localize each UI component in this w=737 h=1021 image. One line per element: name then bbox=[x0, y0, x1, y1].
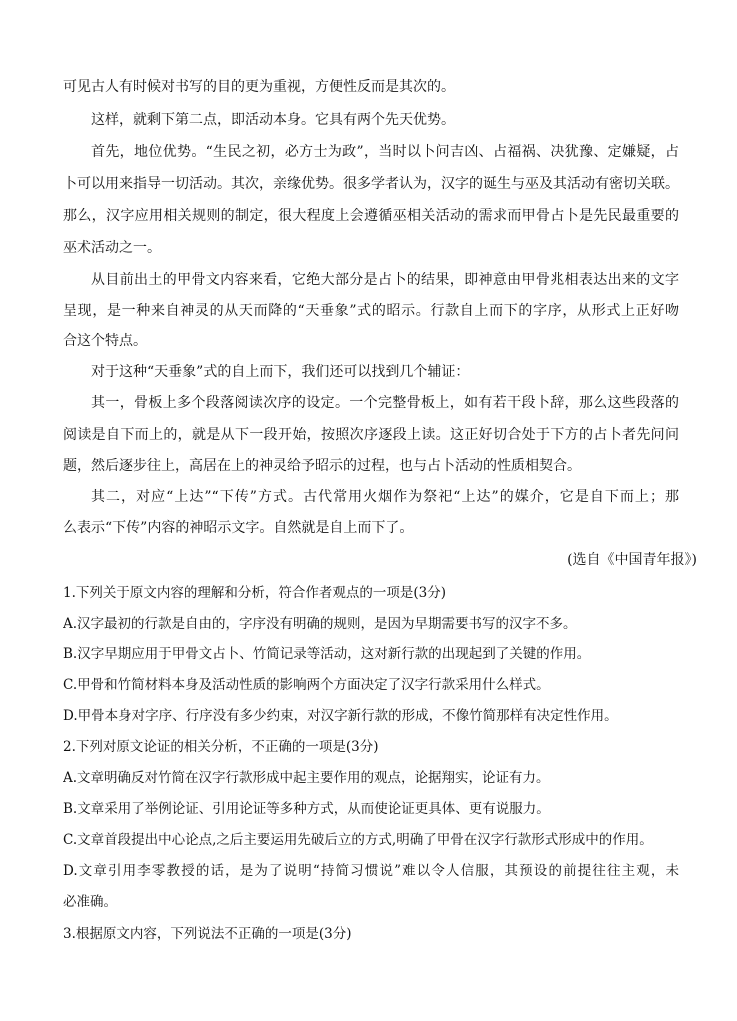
paragraph-line: 这样，就剩下第二点，即活动本身。它具有两个先天优势。 bbox=[91, 112, 455, 128]
paragraph-line: 从目前出土的甲骨文内容来看，它绝大部分是占卜的结果，即神意由甲骨兆相表达出来的文字 bbox=[91, 272, 679, 288]
paragraph-line: 其二，对应“上达”“下传”方式。古代常用火烟作为祭祀“上达”的媒介，它是自下而上；那 bbox=[91, 489, 679, 505]
question-option: A.汉字最初的行款是自由的，字序没有明确的规则，是因为早期需要书写的汉字不多。 bbox=[63, 616, 577, 632]
question-option: C.甲骨和竹简材料本身及活动性质的影响两个方面决定了汉字行款采用什么样式。 bbox=[63, 677, 550, 693]
paragraph-line: 呈现，是一种来自神灵的从天而降的“天垂象”式的昭示。行款自上而下的字序，从形式上正好吻 bbox=[63, 303, 679, 319]
question-option: C.文章首段提出中心论点,之后主要运用先破后立的方式,明确了甲骨在汉字行款形式形成中的作用。 bbox=[63, 832, 653, 848]
question-stem: 1.下列关于原文内容的理解和分析，符合作者观点的一项是(3分) bbox=[63, 585, 447, 601]
question-stem: 2.下列对原文论证的相关分析，不正确的一项是(3分) bbox=[63, 739, 379, 755]
paragraph-line: 可见古人有时候对书写的目的更为重视，方便性反而是其次的。 bbox=[63, 79, 455, 95]
question-option: D.甲骨本身对字序、行序没有多少约束，对汉字新行款的形成，不像竹简那样有决定性作用。 bbox=[63, 708, 618, 724]
question-option: B.汉字早期应用于甲骨文占卜、竹简记录等活动，这对新行款的出现起到了关键的作用。 bbox=[63, 646, 591, 662]
paragraph-line: 阅读是自下而上的，就是从下一段开始，按照次序逐段上读。这正好切合处于下方的占卜者先问问 bbox=[63, 427, 679, 443]
question-option: 必准确。 bbox=[63, 894, 117, 910]
paragraph-line: 首先，地位优势。“生民之初，必方士为政”，当时以卜问吉凶、占福祸、决犹豫、定嫌疑，占 bbox=[91, 144, 679, 160]
paragraph-line: 卜可以用来指导一切活动。其次，亲缘优势。很多学者认为，汉字的诞生与巫及其活动有密切关联。 bbox=[63, 176, 679, 192]
paragraph-line: 其一，骨板上多个段落阅读次序的设定。一个完整骨板上，如有若干段卜辞，那么这些段落的 bbox=[91, 395, 679, 411]
paragraph-line: 合这个特点。 bbox=[63, 333, 147, 349]
paragraph-line: 题，然后逐步往上，高居在上的神灵给予昭示的过程，也与占卜活动的性质相契合。 bbox=[63, 458, 581, 474]
question-option: A.文章明确反对竹简在汉字行款形成中起主要作用的观点，论据翔实，论证有力。 bbox=[63, 770, 550, 786]
paragraph-line: 对于这种“天垂象”式的自上而下，我们还可以找到几个辅证： bbox=[91, 364, 470, 380]
question-option: B.文章采用了举例论证、引用论证等多种方式，从而使论证更具体、更有说服力。 bbox=[63, 801, 550, 817]
question-option: D.文章引用李零教授的话，是为了说明“持简习惯说”难以令人信服，其预设的前提往往主观，未 bbox=[63, 863, 679, 879]
question-stem: 3.根据原文内容，下列说法不正确的一项是(3分) bbox=[63, 926, 352, 942]
paragraph-line: 么表示“下传”内容的神昭示文字。自然就是自上而下了。 bbox=[63, 520, 414, 536]
paragraph-line: 那么，汉字应用相关规则的制定，很大程度上会遵循巫相关活动的需求而甲骨占卜是先民最重要的 bbox=[63, 208, 679, 224]
paragraph-line: 巫术活动之一。 bbox=[63, 240, 161, 256]
article-source: (选自《中国青年报》) bbox=[567, 552, 697, 568]
